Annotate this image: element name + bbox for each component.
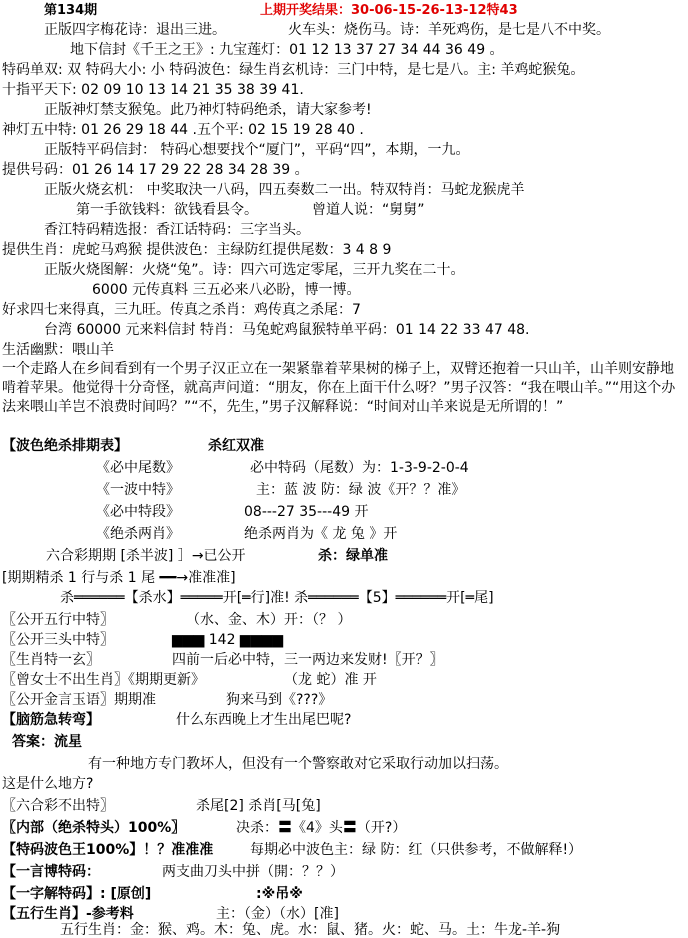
one-word-label: 【一言博特码：: [2, 864, 100, 880]
wave-king-value: 每期必中波色主：绿 防：红（只供参考，不做解释!）: [250, 842, 583, 858]
five-zodiac-value: 主：（金）（水）[准]: [216, 906, 339, 922]
flat-code-envelope: 正版特平码信封： 特码心想要找个“厦门”，平码“四”，本期，一九。: [44, 142, 470, 158]
wave-king-label: 【特码波色王100%】！？准准准: [2, 842, 214, 858]
internal-kill-value: 决杀：〓《4》头〓（开?）: [236, 820, 407, 836]
half-wave: 六合彩期期 [杀半波] ］→已公开: [46, 548, 246, 564]
no-special-value: 杀尾[2] 杀肖[马[兔]: [196, 798, 321, 814]
riddle-title: 【脑筋急转弯】: [2, 712, 100, 728]
provided-zodiac: 提供生肖：虎蛇马鸡猴 提供波色：主绿防红提供尾数：3 4 8 9: [2, 242, 392, 258]
golden-words-value: 狗来马到《???》: [226, 692, 333, 708]
fax-material: 6000 元传真料 三五必来八必盼，博一博。: [92, 282, 361, 298]
must-segment-label: 《必中特段》: [96, 504, 180, 520]
three-heads-label: 〖公开三头中特〗: [2, 632, 114, 648]
wave-table-title: 【波色绝杀排期表】: [2, 438, 128, 454]
zodiac-mystery-value: 四前一后必中特，三一两边来发财!〖开？〗: [172, 652, 444, 668]
zodiac-mystery-label: 〖生肖特一玄〗: [2, 652, 100, 668]
magic-lamp: 正版神灯禁支猴兔。此乃神灯特码绝杀，请大家参考!: [44, 102, 372, 118]
kill-row-line: [期期精杀 1 行与杀 1 尾 ━━→准准准]: [2, 570, 236, 586]
riddle2-question: 有一种地方专门教坏人，但没有一个警察敢对它采取行动加以扫荡。: [88, 756, 508, 772]
must-segment-value: 08---27 35---49 开: [244, 504, 369, 520]
ms-zeng-label: 〖曾女士不出生肖〗《期期更新》: [2, 672, 205, 688]
fire-mystery: 正版火烧玄机： 中奖取決一八码，四五奏数二一出。特双特肖：马蛇龙猴虎羊: [44, 182, 525, 198]
five-zodiac-detail: 五行生肖：金：猴、鸡。木：兔、虎。水：鼠、猪。火：蛇、马。土：牛龙-羊-狗: [60, 922, 561, 938]
hk-selection: 香江特码精选报：香江话特码：三字当头。: [44, 222, 310, 238]
odd-even-line: 特码单双: 双 特码大小: 小 特码波色：绿生肖玄机诗：三门中特，是七是八。主: 羊鸡蛇猴兔。: [2, 62, 585, 78]
ten-fingers: 十指平天下: 02 09 10 13 14 21 35 38 39 41.: [2, 82, 304, 98]
three-heads-value: ▆▆▆ 142 ▆▆▆▆: [172, 632, 283, 648]
five-elements-label: 〖公开五行中特〗: [2, 612, 114, 628]
issue-number: 第134期: [44, 3, 98, 18]
riddle2-question-end: 这是什么地方?: [2, 776, 94, 792]
kill-water-line: 杀══════【杀水】═════开[═行]准! 杀══════【5】══════开[═尾]: [60, 590, 494, 606]
five-zodiac-label: 【五行生肖】-参考料: [2, 906, 134, 922]
golden-words-label: 〖公开金言玉语〗期期准: [2, 692, 156, 708]
train-head: 火车头：烧伤马。诗：羊死鸡伤，是七是八不中奖。: [288, 22, 610, 38]
humor-story: 一个走路人在乡间看到有一个男子汉正立在一架紧靠着苹果树的梯子上，双臂还抱着一只山羊，山羊则安静地啃着苹果。他觉得十分奇怪，就高声问道：“朋友，你在上面干什么呀？”男子汉答：“我在喂山羊。”“用这个办法来喂山羊岂不浪费时间吗？”“不，先生，”男子汉解释说：“时间对山羊来说是无所谓的！”: [2, 361, 676, 415]
one-wave-value: 主：蓝 波 防：绿 波《开？？准》: [256, 482, 466, 498]
one-word-value: 两支曲刀头中拼（開：？？）: [162, 864, 344, 880]
last-draw-result: 上期开奖结果：30-06-15-26-13-12特43: [260, 3, 518, 18]
humor-title: 生活幽默：喂山羊: [2, 342, 114, 358]
kill-two-value: 绝杀两肖为《 龙 兔 》开: [244, 526, 398, 542]
must-tail-value: 必中特码（尾数）为：1-3-9-2-0-4: [250, 460, 469, 476]
provided-numbers: 提供号码：01 26 14 17 29 22 28 34 28 39 。: [2, 162, 309, 178]
no-special-label: 〖六合彩不出特〗: [2, 798, 114, 814]
underground-envelope: 地下信封《千王之王》: 九宝莲灯：01 12 13 37 27 34 44 36 49 。: [70, 42, 504, 58]
kill-two-label: 《绝杀两肖》: [96, 526, 180, 542]
kill-red: 杀红双准: [208, 438, 264, 454]
riddle-answer: 答案：流星: [12, 734, 82, 750]
good-luck-line: 好求四七来得真，三九旺。传真之杀肖：鸡传真之杀尾：7: [2, 302, 361, 318]
one-wave-label: 《一波中特》: [96, 482, 180, 498]
ms-zeng-value: （龙 蛇）准 开: [284, 672, 377, 688]
riddle-question: 什么东西晚上才生出尾巴呢?: [176, 712, 352, 728]
five-elements-value: （水、金、木）开：（？ ）: [186, 612, 352, 628]
lamp-five: 神灯五中特: 01 26 29 18 44 .五个平: 02 15 19 28 40 .: [2, 122, 364, 138]
plum-poem: 正版四字梅花诗：退出三进。: [44, 22, 226, 38]
one-char-label: 【一字解特码】: [原创]: [2, 886, 152, 902]
kill-green: 杀：绿单准: [318, 548, 388, 564]
first-hand: 第一手欲钱料：欲钱看县令。: [76, 202, 258, 218]
internal-kill-label: 〖内部（绝杀特头）100%〗: [2, 820, 186, 836]
taiwan-envelope: 台湾 60000 元来料信封 特肖：马兔蛇鸡鼠猴特单平码：01 14 22 33 47 48.: [44, 322, 530, 338]
must-tail-label: 《必中尾数》: [96, 460, 180, 476]
taoist-says: 曾道人说：“舅舅”: [312, 202, 425, 218]
fire-diagram: 正版火烧图解：火烧“兔”。诗：四六可选定零尾，三开九奖在二十。: [44, 262, 465, 278]
one-char-value: :※吊※: [256, 886, 303, 902]
